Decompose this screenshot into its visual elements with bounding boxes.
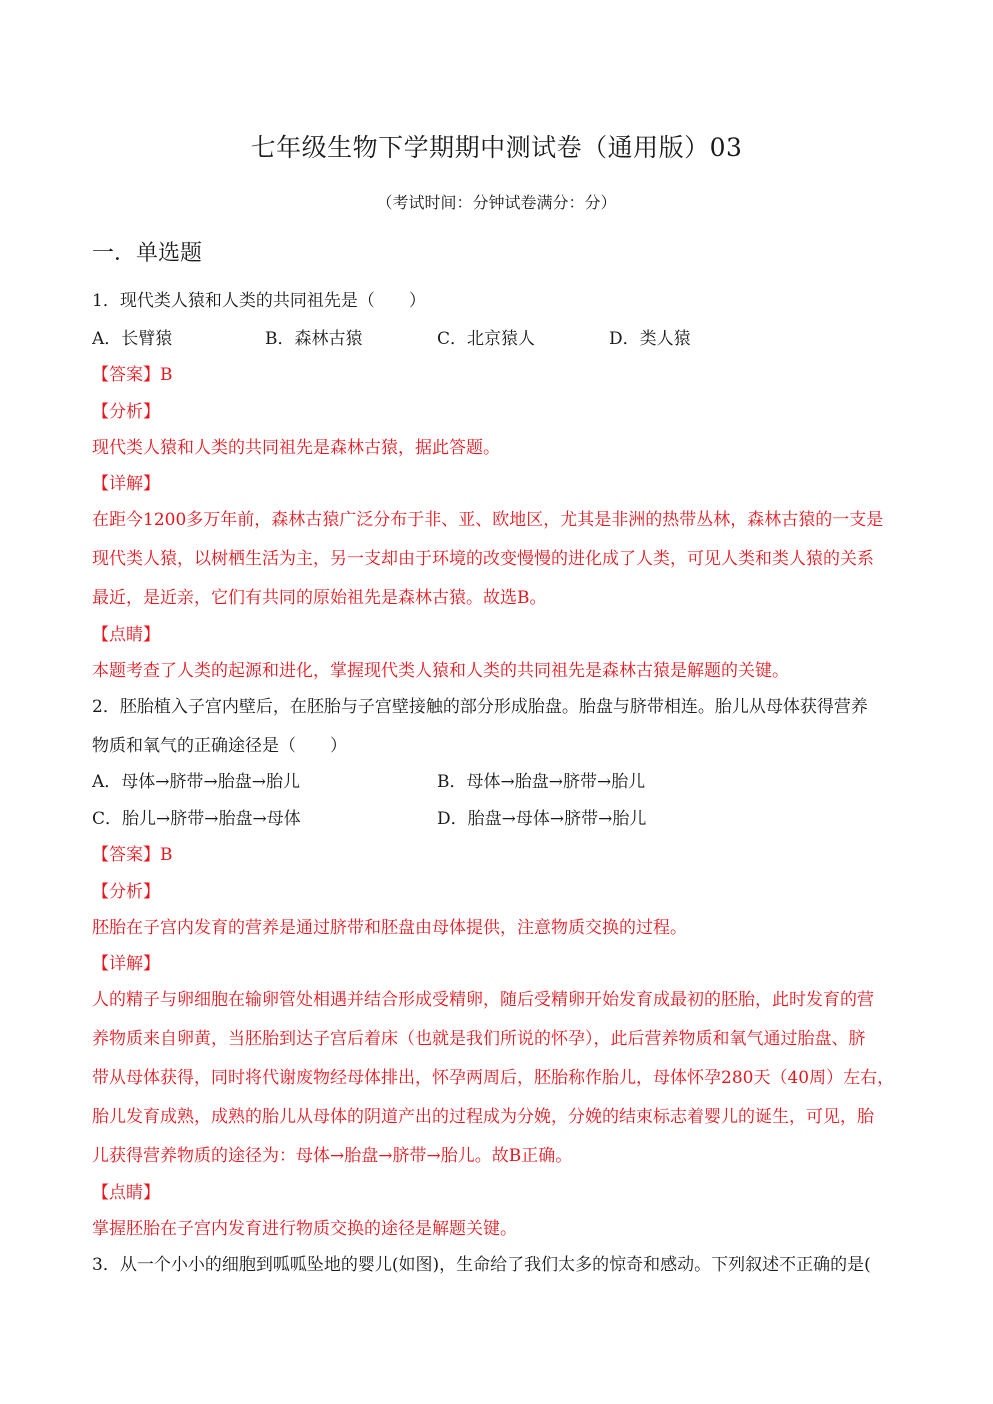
section-heading: 一．单选题	[92, 241, 203, 266]
q1-answer: 【答案】B	[92, 365, 173, 385]
q1-point: 本题考查了人类的起源和进化，掌握现代类人猿和人类的共同祖先是森林古猿是解题的关键。	[92, 661, 789, 681]
q1-option-a: A．长臂猿	[92, 329, 173, 349]
q2-detail-line: 带从母体获得，同时将代谢废物经母体排出，怀孕两周后，胚胎称作胎儿，母体怀孕280天（40周）左右，	[92, 1068, 895, 1088]
exam-info: （考试时间：分钟试卷满分：分）	[376, 193, 617, 212]
q1-option-d: D．类人猿	[609, 329, 691, 349]
q2-option-c: C．胎儿→脐带→胎盘→母体	[92, 809, 301, 829]
q1-option-b: B．森林古猿	[265, 329, 363, 349]
q2-stem-line: 2．胚胎植入子宫内壁后，在胚胎与子宫壁接触的部分形成胎盘。胎盘与脐带相连。胎儿从母体获得营养	[92, 697, 868, 717]
q1-stem: 1．现代类人猿和人类的共同祖先是（ ）	[92, 291, 426, 311]
q1-analysis: 现代类人猿和人类的共同祖先是森林古猿，据此答题。	[92, 438, 500, 458]
q1-point-label: 【点睛】	[92, 625, 160, 645]
q2-option-a: A．母体→脐带→胎盘→胎儿	[92, 772, 301, 792]
q2-answer: 【答案】B	[92, 845, 173, 865]
q1-detail-line: 最近，是近亲，它们有共同的原始祖先是森林古猿。故选B。	[92, 588, 547, 608]
q2-option-d: D．胎盘→母体→脐带→胎儿	[437, 809, 647, 829]
q2-point: 掌握胚胎在子宫内发育进行物质交换的途径是解题关键。	[92, 1219, 517, 1239]
q2-analysis-label: 【分析】	[92, 882, 160, 902]
q2-detail-line: 养物质来自卵黄，当胚胎到达子宫后着床（也就是我们所说的怀孕），此后营养物质和氧气通过胎盘、脐	[92, 1029, 866, 1049]
q3-stem: 3．从一个小小的细胞到呱呱坠地的婴儿(如图)，生命给了我们太多的惊奇和感动。下列叙述不正确的是(	[92, 1255, 871, 1275]
q2-analysis: 胚胎在子宫内发育的营养是通过脐带和胚盘由母体提供，注意物质交换的过程。	[92, 918, 687, 938]
q1-detail-label: 【详解】	[92, 474, 160, 494]
q2-detail-line: 儿获得营养物质的途径为：母体→胎盘→脐带→胎儿。故B正确。	[92, 1146, 573, 1166]
q2-stem-line: 物质和氧气的正确途径是（ ）	[92, 736, 347, 756]
q2-option-b: B．母体→胎盘→脐带→胎儿	[437, 772, 646, 792]
q2-detail-line: 人的精子与卵细胞在输卵管处相遇并结合形成受精卵，随后受精卵开始发育成最初的胚胎，此时发育的营	[92, 990, 874, 1010]
page-title: 七年级生物下学期期中测试卷（通用版）03	[250, 133, 743, 162]
q1-detail-line: 现代类人猿，以树栖生活为主，另一支却由于环境的改变慢慢的进化成了人类，可见人类和类人猿的关系	[92, 549, 874, 569]
q1-option-c: C．北京猿人	[437, 329, 536, 349]
q2-detail-label: 【详解】	[92, 954, 160, 974]
q1-detail-line: 在距今1200多万年前，森林古猿广泛分布于非、亚、欧地区，尤其是非洲的热带丛林，森林古猿的一支是	[92, 510, 884, 530]
q2-point-label: 【点睛】	[92, 1183, 160, 1203]
q2-detail-line: 胎儿发育成熟，成熟的胎儿从母体的阴道产出的过程成为分娩，分娩的结束标志着婴儿的诞生，可见，胎	[92, 1107, 874, 1127]
q1-analysis-label: 【分析】	[92, 402, 160, 422]
